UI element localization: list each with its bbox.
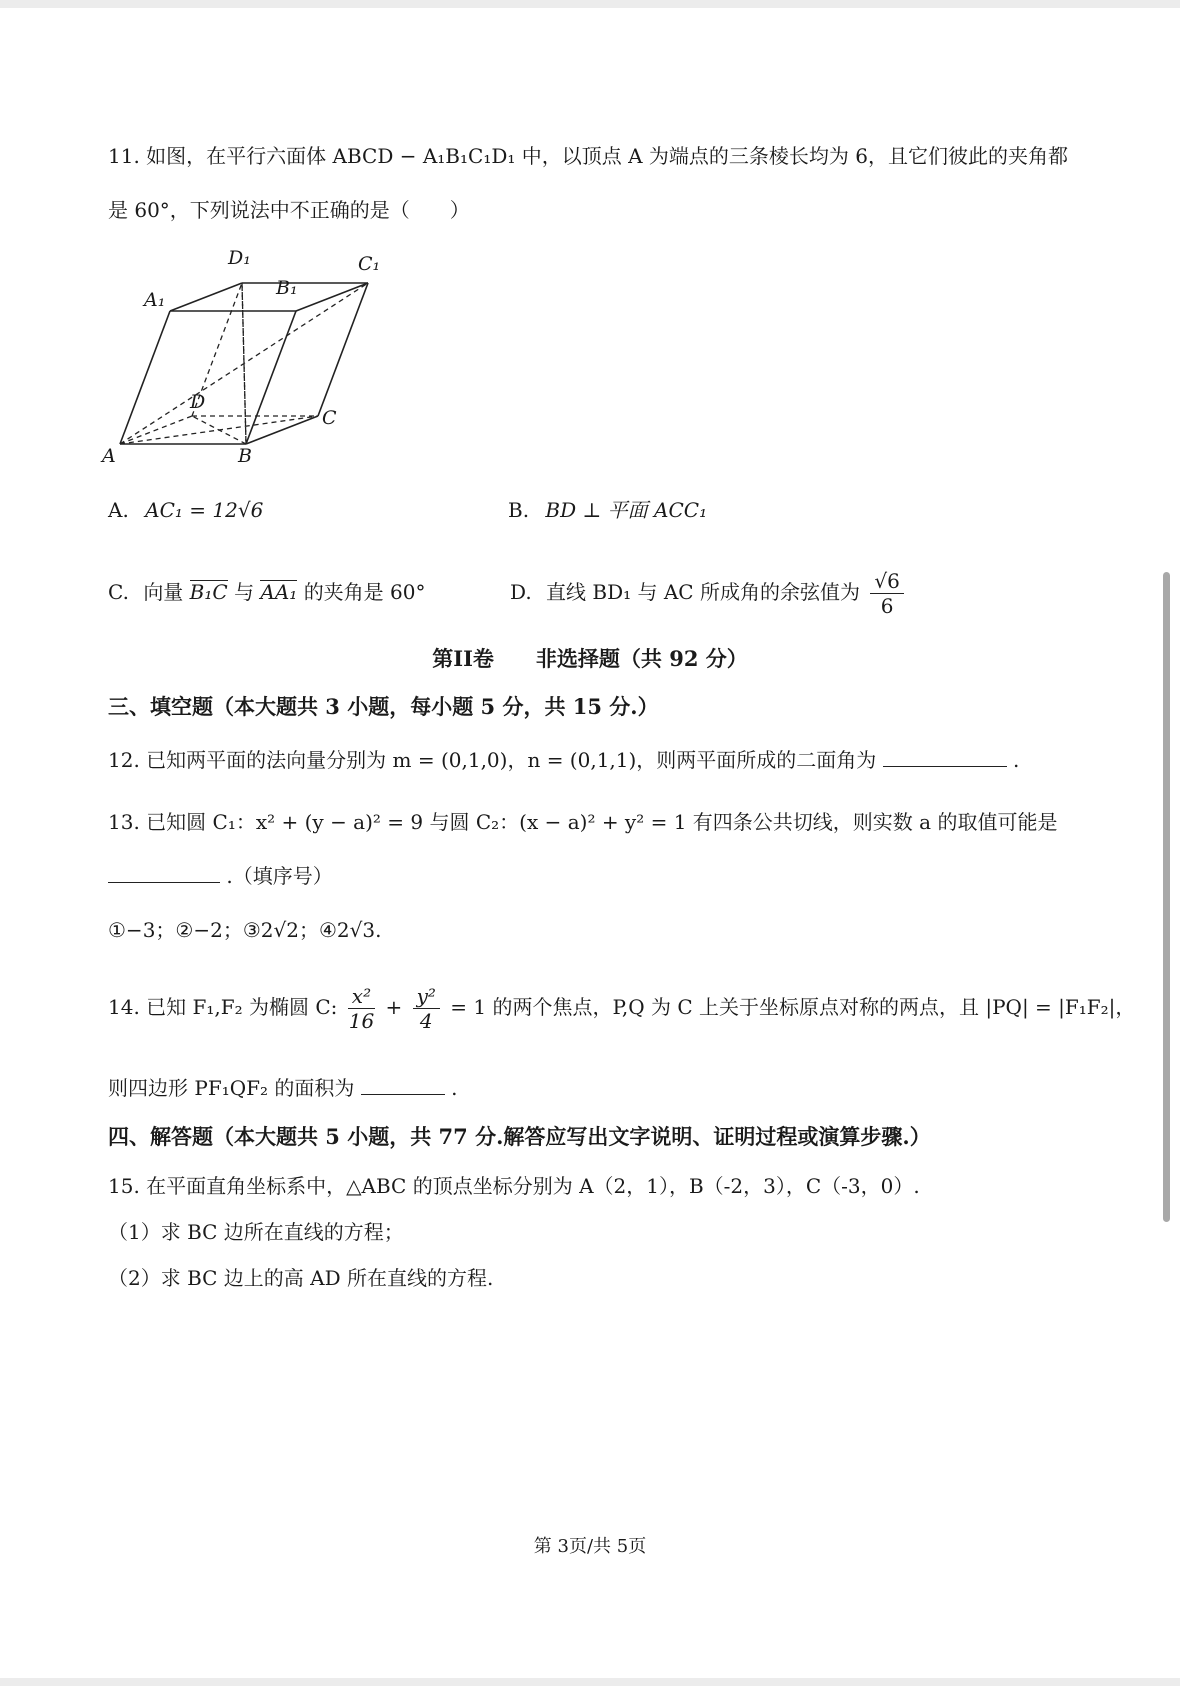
part2-title: 第II卷 非选择题（共 92 分） <box>432 646 748 671</box>
q11-option-b <box>508 496 707 524</box>
q12-text: 12. 已知两平面的法向量分别为 m = (0,1,0)，n = (0,1,1)，则两平面所成的二面角为 <box>108 748 877 772</box>
vertical-scrollbar[interactable] <box>1163 572 1170 1222</box>
label-A1: A₁ <box>144 289 166 311</box>
q14-frac1-num: x² <box>348 984 375 1009</box>
edge-A1D1 <box>170 283 242 311</box>
q11-option-d <box>510 564 908 620</box>
q14-plus: + <box>385 995 403 1019</box>
option-d-denominator: 6 <box>880 594 894 618</box>
option-d-numerator: √6 <box>870 569 903 594</box>
label-C: C <box>322 407 337 429</box>
vector-aa1: AA₁ <box>260 580 298 604</box>
q13-line2-text: .（填序号） <box>226 864 333 888</box>
vector-b1c: B₁C <box>189 580 228 604</box>
section3-heading: 三、填空题（本大题共 3 小题，每小题 5 分，共 15 分.） <box>108 694 659 719</box>
q14-frac2-den: 4 <box>419 1009 433 1033</box>
q15-line1: 15. 在平面直角坐标系中，△ABC 的顶点坐标分别为 A（2，1），B（-2，3），C（-3，0）. <box>108 1174 920 1198</box>
q14-pre: 14. 已知 F₁,F₂ 为椭圆 C: <box>108 995 338 1019</box>
edge-BB1 <box>246 311 296 444</box>
section4-heading: 四、解答题（本大题共 5 小题，共 77 分.解答应写出文字说明、证明过程或演算步骤.） <box>108 1124 931 1149</box>
edge-AA1 <box>120 311 170 444</box>
option-b-label: B. <box>508 498 530 522</box>
q15-line2: （1）求 BC 边所在直线的方程； <box>108 1220 404 1244</box>
q14-answer-blank[interactable] <box>361 1076 445 1095</box>
q12-answer-blank[interactable] <box>883 748 1007 767</box>
page-footer: 第 3页/共 5页 <box>533 1536 647 1557</box>
edge-CC1 <box>318 283 368 416</box>
label-A: A <box>102 445 116 466</box>
q13-options: ①−3；②−2；③2√2；④2√3. <box>108 918 382 942</box>
option-c-post: 的夹角是 60° <box>303 580 426 604</box>
parallelepiped-figure <box>100 236 400 466</box>
edge-BC <box>246 416 318 444</box>
q12-end: . <box>1013 748 1020 772</box>
edge-AD <box>120 416 192 444</box>
label-B: B <box>238 445 252 466</box>
q14-line2 <box>108 1074 457 1102</box>
label-C1: C₁ <box>358 253 381 275</box>
q14-end: . <box>451 1076 458 1100</box>
q14-fraction-y <box>413 984 440 1033</box>
q14-frac1-den: 16 <box>348 1009 375 1033</box>
q14-fraction-x <box>348 984 375 1033</box>
q13-line2 <box>108 862 333 890</box>
q15-line3: （2）求 BC 边上的高 AD 所在直线的方程. <box>108 1266 494 1290</box>
q11-line2: 是 60°，下列说法中不正确的是（ ） <box>108 198 470 222</box>
option-c-label: C. <box>108 580 129 604</box>
q14-post: = 1 的两个焦点，P,Q 为 C 上关于坐标原点对称的两点，且 |PQ| = |F₁F₂|， <box>450 995 1136 1019</box>
label-D: D <box>190 391 206 413</box>
label-B1: B₁ <box>276 277 298 299</box>
option-c-pre: 向量 <box>143 580 184 604</box>
q14-line2-text: 则四边形 PF₁QF₂ 的面积为 <box>108 1076 355 1100</box>
exam-page <box>0 8 1180 1678</box>
label-D1: D₁ <box>228 247 251 269</box>
option-b-text: BD ⊥ 平面 ACC₁ <box>545 498 708 522</box>
option-d-pre: 直线 BD₁ 与 AC 所成角的余弦值为 <box>546 580 860 604</box>
q11-option-c <box>108 578 426 606</box>
q12 <box>108 746 1019 774</box>
q11-option-a <box>108 496 263 524</box>
option-d-fraction <box>870 569 903 618</box>
q13-answer-blank[interactable] <box>108 864 220 883</box>
option-c-mid: 与 <box>234 580 255 604</box>
option-a-text: AC₁ = 12√6 <box>145 498 264 522</box>
q11-line1: 11. 如图，在平行六面体 ABCD − A₁B₁C₁D₁ 中，以顶点 A 为端点的三条棱长均为 6，且它们彼此的夹角都 <box>108 144 1068 168</box>
q14-line1 <box>108 976 1135 1038</box>
q14-frac2-num: y² <box>413 984 440 1009</box>
diag-BD <box>192 416 246 444</box>
q13-line1: 13. 已知圆 C₁：x² + (y − a)² = 9 与圆 C₂：(x − a)² + y² = 1 有四条公共切线，则实数 a 的取值可能是 <box>108 810 1058 834</box>
option-d-label: D. <box>510 580 532 604</box>
option-a-label: A. <box>108 498 129 522</box>
